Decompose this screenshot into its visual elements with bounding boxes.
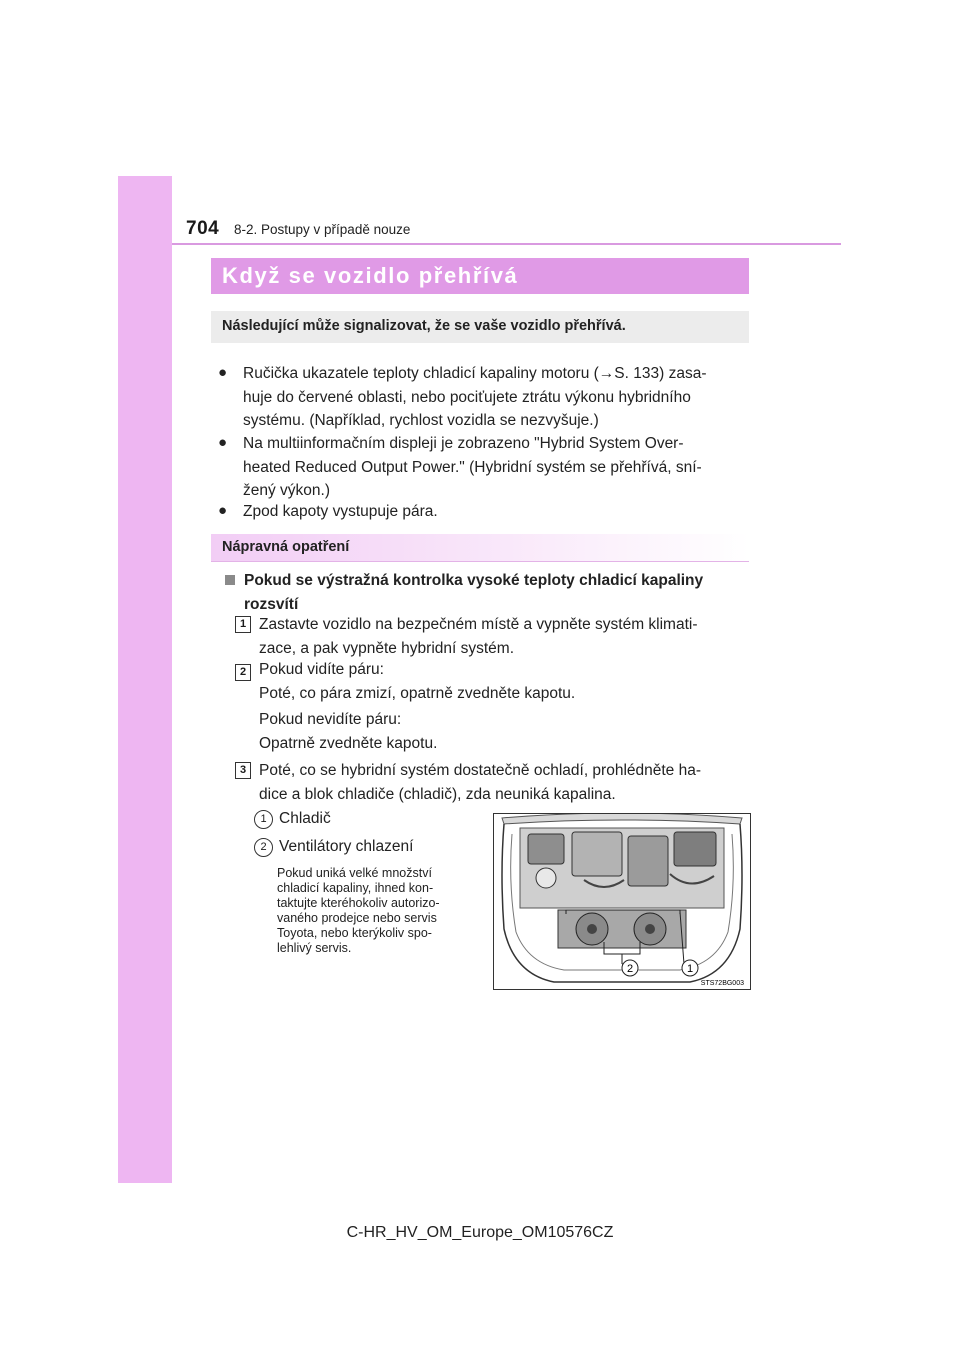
page-title-bar [211, 258, 749, 294]
legend-1-label: Chladič [279, 810, 331, 827]
intro-bar [211, 311, 749, 343]
engine-bay-drawing [494, 814, 750, 989]
step-line: zace, a pak vypněte hybridní systém. [259, 639, 515, 657]
step-2-line-3: Pokud nevidíte páru: [259, 711, 402, 728]
bullet-line: Ručička ukazatele teploty chladicí kapaliny motoru (→S. 133) zasa- [243, 365, 707, 382]
step-2-line-1: Pokud vidíte páru: [259, 661, 384, 678]
callout-2-label: 2 [626, 963, 634, 975]
note-line: chladicí kapaliny, ihned kon- [277, 881, 434, 895]
note-line: vaného prodejce nebo servis [277, 911, 437, 925]
callout-1-label: 1 [686, 963, 694, 975]
legend-2-label: Ventilátory chlazení [279, 838, 414, 855]
legend-2-badge: 2 [254, 838, 273, 857]
warning-heading-line: Pokud se výstražná kontrolka vysoké teploty chladicí kapaliny [244, 572, 704, 589]
chapter-sidebar-tab [118, 176, 172, 1183]
note-line: Toyota, nebo kterýkoliv spo- [277, 926, 432, 940]
remedy-bar [211, 534, 749, 562]
intro-text: Následující může signalizovat, že se vaše vozidlo přehřívá. [222, 318, 626, 334]
step-line: dice a blok chladiče (chladič), zda neuniká kapalina. [259, 785, 616, 803]
bullet-line: Zpod kapoty vystupuje pára. [243, 503, 438, 520]
engine-bay-figure [493, 813, 751, 990]
header-rule [172, 243, 841, 245]
bullet-line: žený výkon.) [243, 482, 331, 499]
note-line: taktujte kteréhokoliv autorizo- [277, 896, 440, 910]
bullet-item-2 [243, 432, 745, 503]
warning-heading [244, 569, 744, 616]
page-number: 704 [186, 218, 220, 239]
step-3-badge: 3 [235, 762, 251, 779]
remedy-title: Nápravná opatření [222, 539, 350, 555]
figure-code: STS72BG003 [700, 980, 744, 987]
bullet-line: huje do červené oblasti, nebo pociťujete ztrátu výkonu hybridního [243, 388, 691, 406]
section-label: 8-2. Postupy v případě nouze [234, 222, 411, 237]
step-2-badge: 2 [235, 664, 251, 681]
note-text [277, 866, 464, 956]
square-bullet-icon [225, 575, 235, 585]
bullet-line: heated Reduced Output Power." (Hybridní systém se přehřívá, sní- [243, 458, 702, 476]
bullet-icon: ● [218, 434, 228, 451]
step-2-line-2: Poté, co pára zmizí, opatrně zvedněte kapotu. [259, 685, 576, 702]
bullet-line: systému. (Například, rychlost vozidla se nezvyšuje.) [243, 412, 599, 429]
bullet-item-3 [243, 500, 745, 524]
step-1-text [259, 613, 745, 660]
bullet-item-1 [243, 362, 745, 433]
footer-doc-id: C-HR_HV_OM_Europe_OM10576CZ [346, 1224, 614, 1241]
note-line: Pokud uniká velké množství [277, 866, 432, 880]
step-line: Zastavte vozidlo na bezpečném místě a vypněte systém klimati- [259, 616, 698, 633]
note-line: lehlivý servis. [277, 941, 352, 955]
bullet-icon: ● [218, 502, 228, 519]
step-2-line-4: Opatrně zvedněte kapotu. [259, 735, 438, 752]
step-3-text [259, 759, 745, 806]
bullet-icon: ● [218, 364, 228, 381]
bullet-line: Na multiinformačním displeji je zobrazeno "Hybrid System Over- [243, 435, 684, 452]
step-1-badge: 1 [235, 616, 251, 633]
page-title: Když se vozidlo přehřívá [222, 263, 519, 288]
legend-1-badge: 1 [254, 810, 273, 829]
step-line: Poté, co se hybridní systém dostatečně ochladí, prohlédněte ha- [259, 762, 702, 779]
warning-heading-line: rozsvítí [244, 595, 299, 613]
